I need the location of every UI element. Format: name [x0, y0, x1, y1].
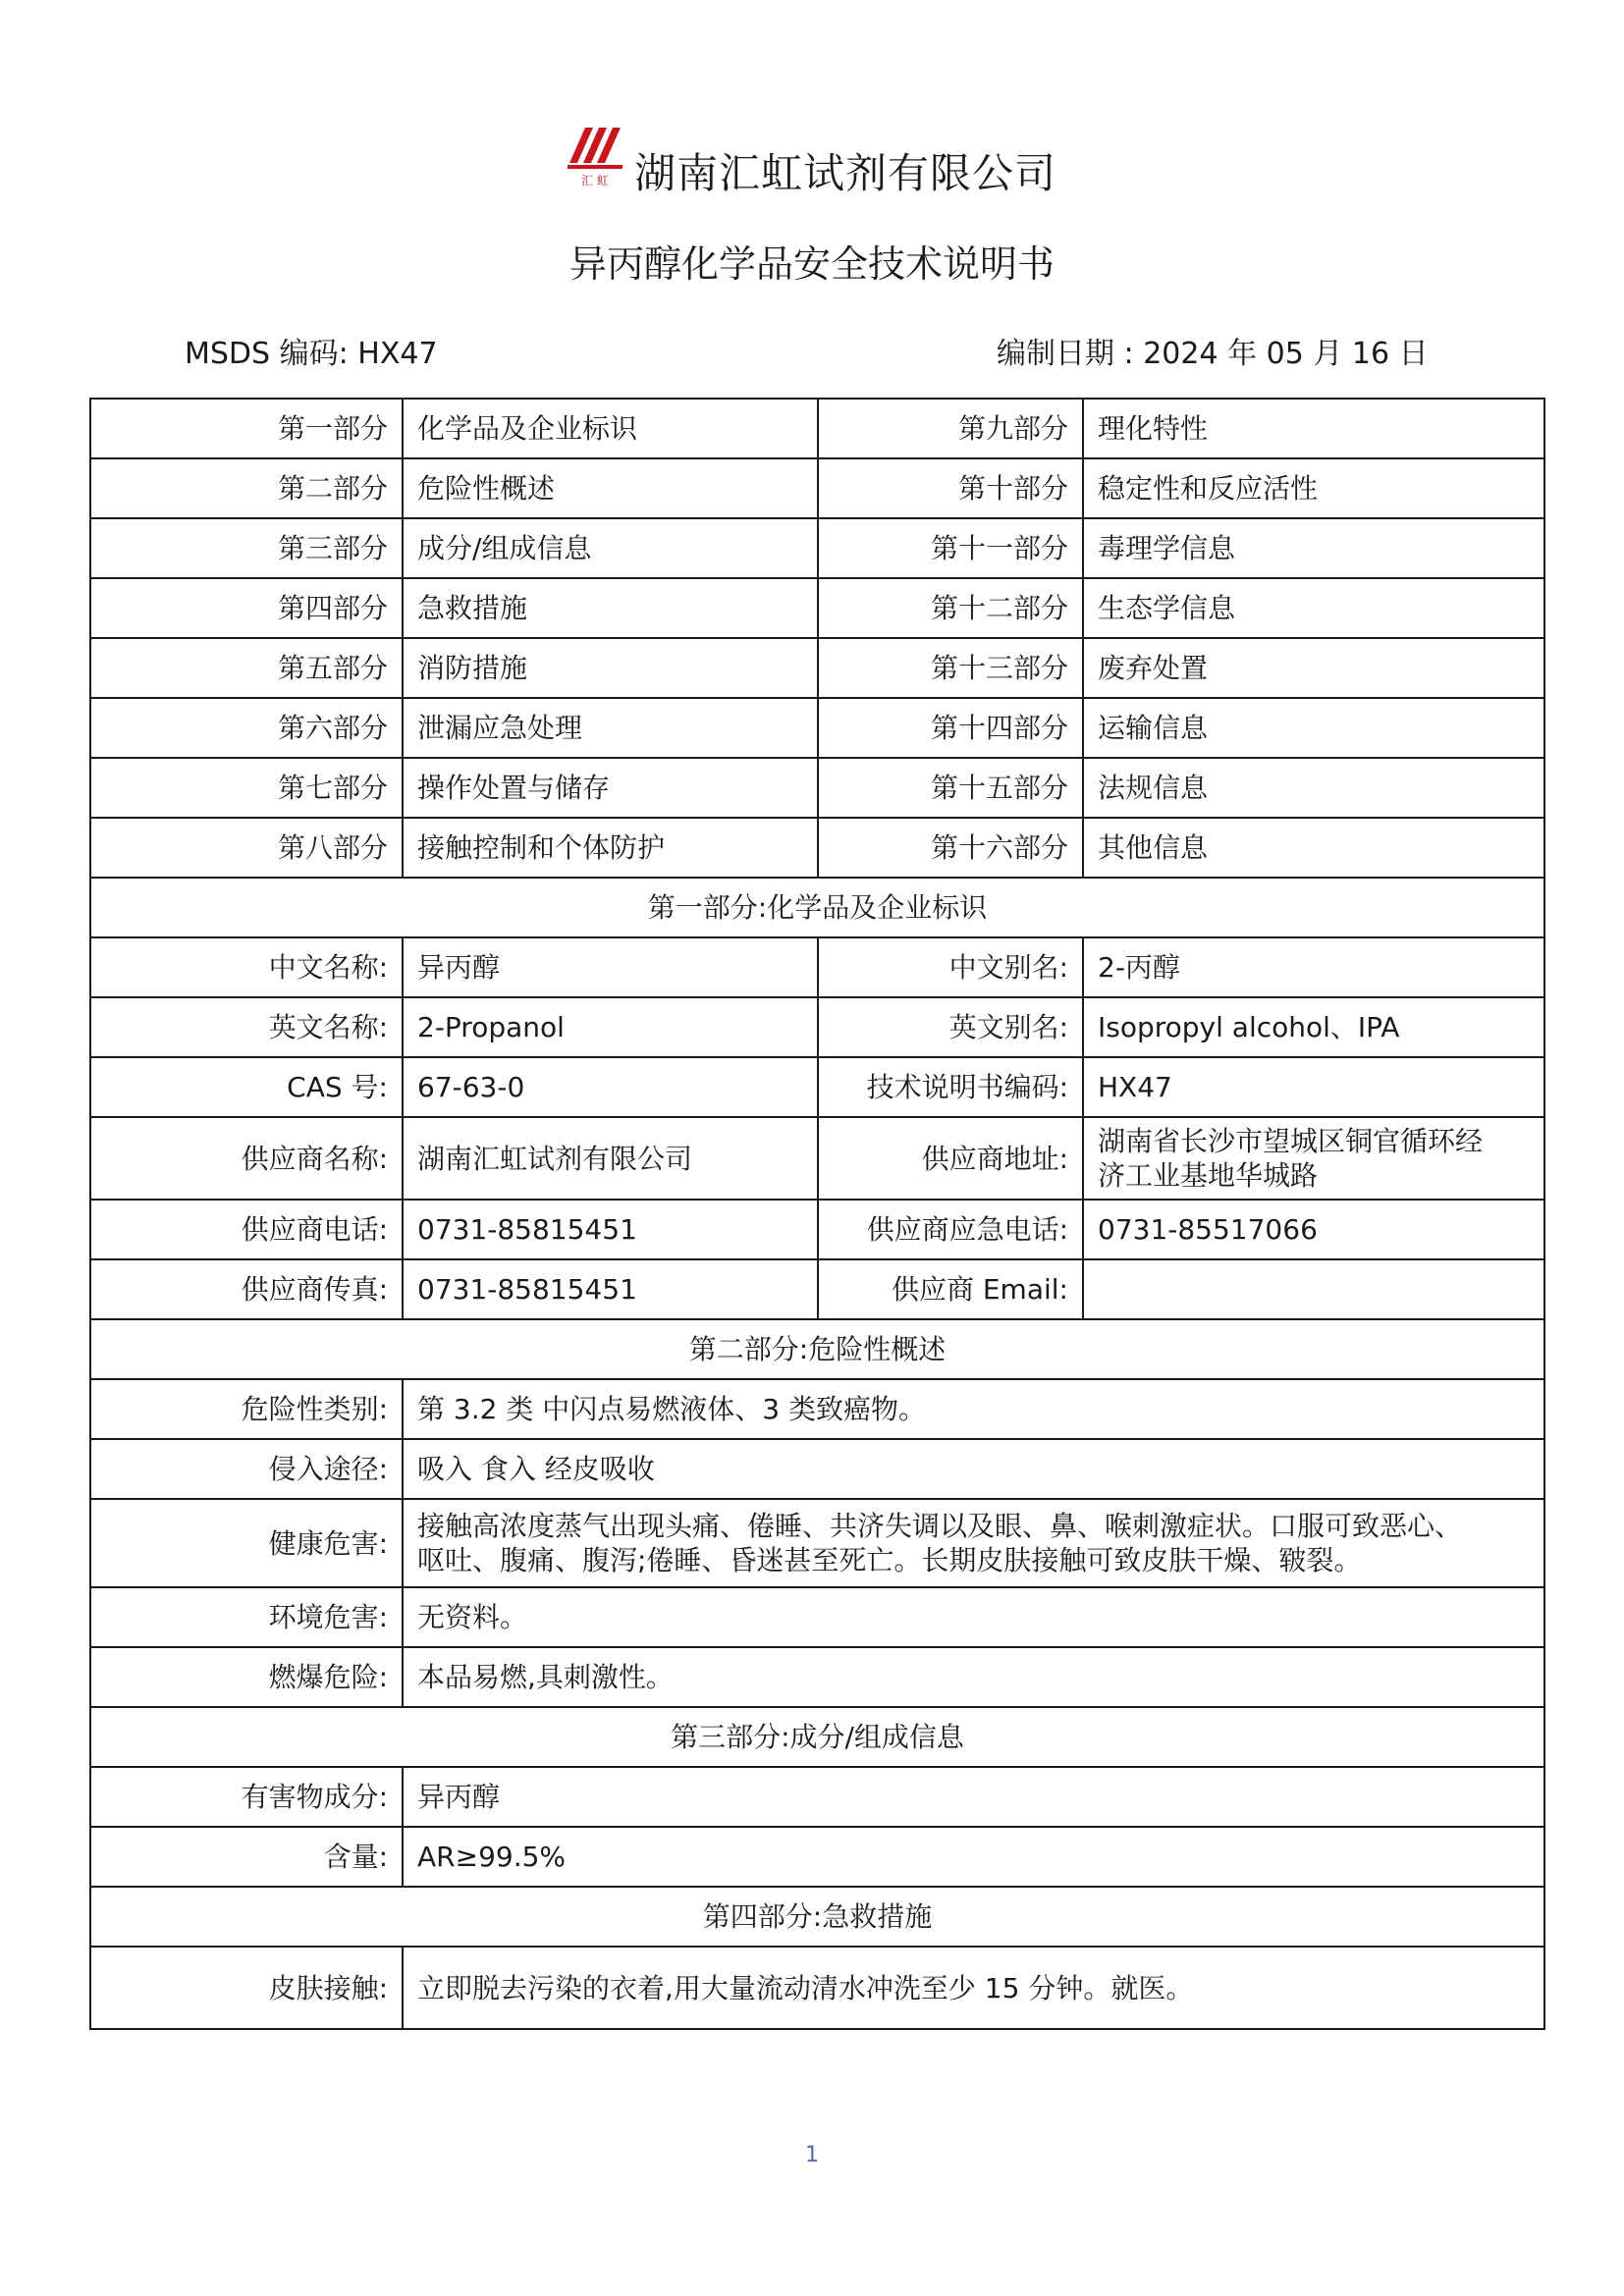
toc-label: 第七部分	[90, 758, 403, 818]
compile-date-label: 编制日期 :	[997, 337, 1134, 371]
toc-label: 第二部分	[90, 458, 403, 518]
toc-row	[90, 758, 1544, 818]
field-value: 本品易燃,具刺激性。	[403, 1647, 1544, 1707]
address-line: 济工业基地华城路	[1098, 1159, 1319, 1192]
toc-row	[90, 518, 1544, 578]
toc-row	[90, 458, 1544, 518]
section4-heading: 第四部分:急救措施	[90, 1887, 1544, 1947]
field-row	[90, 1057, 1544, 1117]
text-line: 接触高浓度蒸气出现头痛、倦睡、共济失调以及眼、鼻、喉刺激症状。口服可致恶心、	[417, 1510, 1463, 1542]
toc-title: 急救措施	[403, 578, 818, 638]
toc-title: 接触控制和个体防护	[403, 818, 818, 878]
supplier-address	[1083, 1117, 1544, 1200]
toc-title: 成分/组成信息	[403, 518, 818, 578]
field-label: 侵入途径:	[90, 1439, 403, 1499]
toc-title: 废弃处置	[1083, 638, 1544, 698]
toc-label: 第十三部分	[818, 638, 1083, 698]
toc-title: 毒理学信息	[1083, 518, 1544, 578]
field-value: 异丙醇	[403, 1767, 1544, 1827]
field-row	[90, 1259, 1544, 1319]
toc-title: 生态学信息	[1083, 578, 1544, 638]
toc-title: 法规信息	[1083, 758, 1544, 818]
toc-title: 操作处置与储存	[403, 758, 818, 818]
field-row	[90, 1200, 1544, 1259]
toc-row	[90, 698, 1544, 758]
field-value: 0731-85815451	[403, 1259, 818, 1319]
field-label: 供应商 Email:	[818, 1259, 1083, 1319]
field-row	[90, 1439, 1544, 1499]
field-label: 皮肤接触:	[90, 1947, 403, 2029]
field-value: 湖南汇虹试剂有限公司	[403, 1117, 818, 1200]
toc-title: 稳定性和反应活性	[1083, 458, 1544, 518]
field-value: 0731-85517066	[1083, 1200, 1544, 1259]
field-row	[90, 997, 1544, 1057]
field-row	[90, 1947, 1544, 2029]
field-label: 供应商应急电话:	[818, 1200, 1083, 1259]
compile-date	[997, 337, 1429, 371]
msds-table	[89, 398, 1545, 2030]
field-value: 异丙醇	[403, 937, 818, 997]
field-label: 供应商电话:	[90, 1200, 403, 1259]
field-value: 立即脱去污染的衣着,用大量流动清水冲洗至少 15 分钟。就医。	[403, 1947, 1544, 2029]
field-label: 健康危害:	[90, 1499, 403, 1587]
field-value: 2-丙醇	[1083, 937, 1544, 997]
section-heading-row	[90, 1319, 1544, 1379]
toc-label: 第九部分	[818, 399, 1083, 458]
toc-label: 第一部分	[90, 399, 403, 458]
logo-text: 汇 虹	[581, 174, 609, 187]
toc-title: 消防措施	[403, 638, 818, 698]
company-name: 湖南汇虹试剂有限公司	[634, 149, 1057, 197]
field-label: 供应商地址:	[818, 1117, 1083, 1200]
msds-code-value: HX47	[357, 337, 438, 371]
toc-row	[90, 818, 1544, 878]
field-label: CAS 号:	[90, 1057, 403, 1117]
field-label: 供应商传真:	[90, 1259, 403, 1319]
document-title: 异丙醇化学品安全技术说明书	[568, 242, 1055, 286]
toc-label: 第十一部分	[818, 518, 1083, 578]
field-label: 技术说明书编码:	[818, 1057, 1083, 1117]
toc-label: 第三部分	[90, 518, 403, 578]
toc-title: 危险性概述	[403, 458, 818, 518]
field-value: 0731-85815451	[403, 1200, 818, 1259]
field-label: 有害物成分:	[90, 1767, 403, 1827]
company-logo	[560, 116, 634, 190]
toc-label: 第十四部分	[818, 698, 1083, 758]
toc-label: 第十二部分	[818, 578, 1083, 638]
section-heading-row	[90, 1707, 1544, 1767]
section1-heading: 第一部分:化学品及企业标识	[90, 878, 1544, 937]
field-label: 英文别名:	[818, 997, 1083, 1057]
field-value: Isopropyl alcohol、IPA	[1083, 997, 1544, 1057]
field-label: 英文名称:	[90, 997, 403, 1057]
toc-label: 第十六部分	[818, 818, 1083, 878]
field-label: 供应商名称:	[90, 1117, 403, 1200]
field-row	[90, 1379, 1544, 1439]
toc-label: 第八部分	[90, 818, 403, 878]
field-row	[90, 937, 1544, 997]
toc-title: 泄漏应急处理	[403, 698, 818, 758]
field-row	[90, 1117, 1544, 1200]
msds-code	[185, 337, 438, 371]
text-line: 呕吐、腹痛、腹泻;倦睡、昏迷甚至死亡。长期皮肤接触可致皮肤干燥、皲裂。	[417, 1544, 1362, 1576]
compile-date-value: 2024 年 05 月 16 日	[1143, 337, 1429, 371]
msds-code-label: MSDS 编码:	[185, 337, 349, 371]
field-row	[90, 1647, 1544, 1707]
field-row	[90, 1767, 1544, 1827]
toc-title: 理化特性	[1083, 399, 1544, 458]
toc-row	[90, 399, 1544, 458]
toc-label: 第六部分	[90, 698, 403, 758]
section3-heading: 第三部分:成分/组成信息	[90, 1707, 1544, 1767]
field-value: AR≥99.5%	[403, 1827, 1544, 1887]
section-heading-row	[90, 878, 1544, 937]
toc-title: 化学品及企业标识	[403, 399, 818, 458]
toc-row	[90, 638, 1544, 698]
field-row	[90, 1499, 1544, 1587]
toc-row	[90, 578, 1544, 638]
section-heading-row	[90, 1887, 1544, 1947]
field-value: 吸入 食入 经皮吸收	[403, 1439, 1544, 1499]
section2-heading: 第二部分:危险性概述	[90, 1319, 1544, 1379]
field-value: 67-63-0	[403, 1057, 818, 1117]
health-hazard-text	[403, 1499, 1544, 1587]
toc-label: 第十部分	[818, 458, 1083, 518]
toc-label: 第四部分	[90, 578, 403, 638]
toc-label: 第十五部分	[818, 758, 1083, 818]
field-label: 中文别名:	[818, 937, 1083, 997]
field-label: 燃爆危险:	[90, 1647, 403, 1707]
address-line: 湖南省长沙市望城区铜官循环经	[1098, 1125, 1484, 1157]
field-value: 2-Propanol	[403, 997, 818, 1057]
field-value: HX47	[1083, 1057, 1544, 1117]
field-label: 中文名称:	[90, 937, 403, 997]
field-label: 危险性类别:	[90, 1379, 403, 1439]
field-value	[1083, 1259, 1544, 1319]
field-label: 环境危害:	[90, 1587, 403, 1647]
toc-title: 运输信息	[1083, 698, 1544, 758]
document-header	[0, 116, 1624, 204]
field-label: 含量:	[90, 1827, 403, 1887]
field-row	[90, 1827, 1544, 1887]
field-value: 无资料。	[403, 1587, 1544, 1647]
toc-label: 第五部分	[90, 638, 403, 698]
page-number: 1	[805, 2143, 819, 2167]
toc-title: 其他信息	[1083, 818, 1544, 878]
field-row	[90, 1587, 1544, 1647]
field-value: 第 3.2 类 中闪点易燃液体、3 类致癌物。	[403, 1379, 1544, 1439]
